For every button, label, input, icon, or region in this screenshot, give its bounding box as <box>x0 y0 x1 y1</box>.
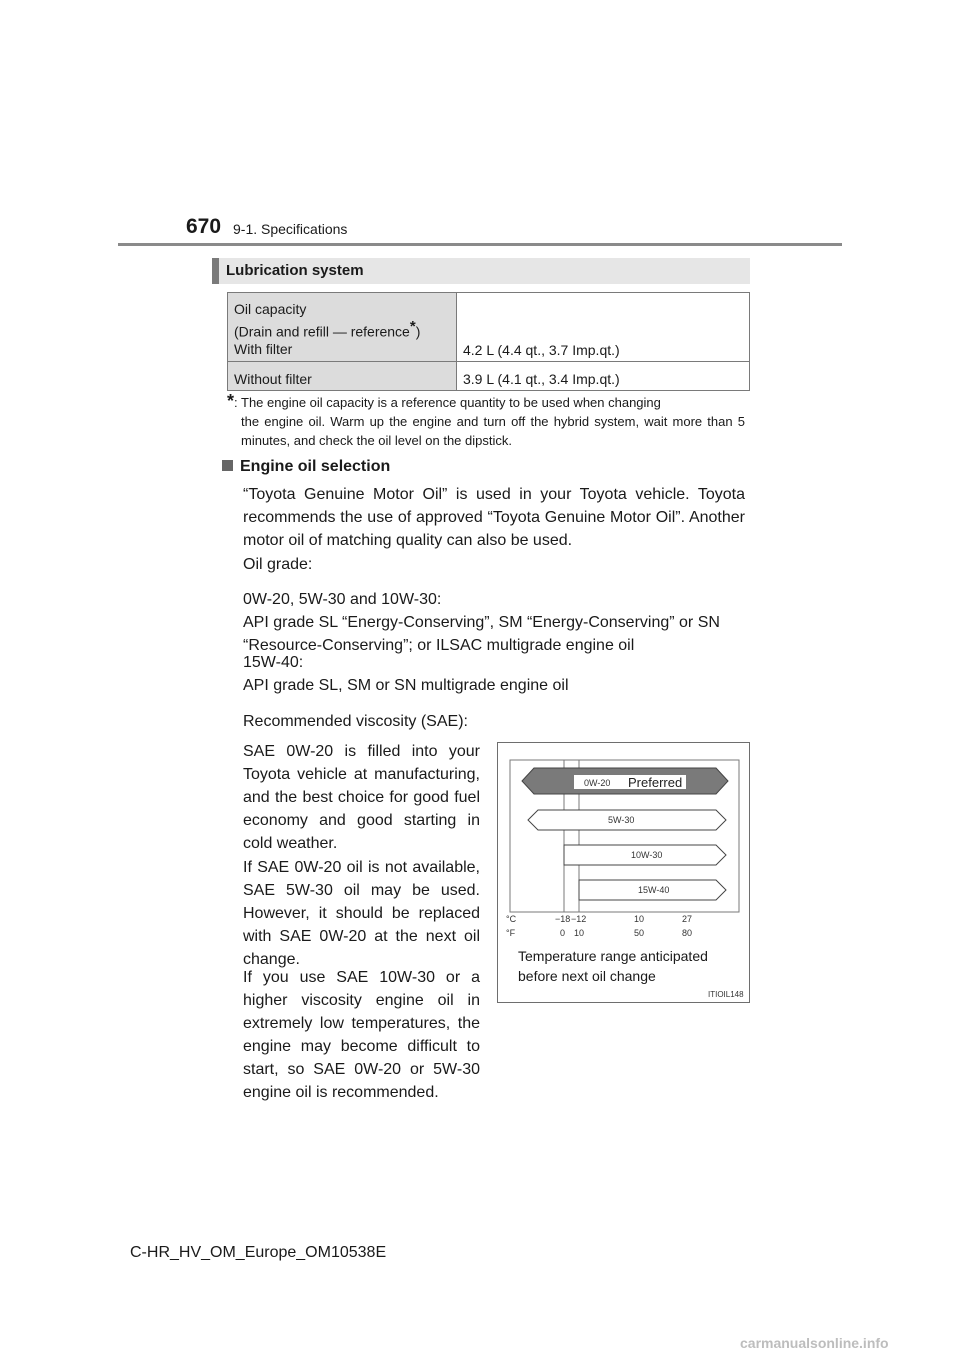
square-bullet-icon <box>222 460 233 471</box>
grade-15w40-title: 15W-40: <box>243 654 304 671</box>
watermark: carmanualsonline.info <box>740 1335 889 1351</box>
oil-capacity-table <box>227 292 750 391</box>
tick-c-minus18: −18 <box>555 914 571 924</box>
header-rule <box>118 243 842 246</box>
lubrication-heading-bar <box>212 258 750 284</box>
grade-0w20-title: 0W-20, 5W-30 and 10W-30: <box>243 591 442 608</box>
bar-10w30-label: 10W-30 <box>631 850 663 860</box>
viscosity-paragraph-3: If you use SAE 10W-30 or a higher viscosity engine oil in extremely low temperatures, the engine may become difficult to start, so SAE 0W-20 or 5W-30 engine oil is recommended. <box>243 969 480 1101</box>
tick-f-10: 10 <box>574 928 585 938</box>
drain-refill-label: (Drain and refill — reference*) <box>234 318 421 340</box>
without-filter-label: Without filter <box>228 362 457 391</box>
oil-grade-label: Oil grade: <box>243 556 313 573</box>
bar-5w30-label: 5W-30 <box>608 815 635 825</box>
with-filter-label: With filter <box>234 341 293 357</box>
grade-0w20-text: API grade SL “Energy-Conserving”, SM “Energy-Conserving” or SN “Resource-Conserving”; or ILSAC multigrade engine oil <box>243 614 720 654</box>
oil-capacity-label-cell <box>228 293 457 362</box>
tick-f-80: 80 <box>682 928 693 938</box>
table-row <box>228 362 750 391</box>
table-row <box>228 293 750 362</box>
unit-fahrenheit: °F <box>506 928 516 938</box>
grade-15w40-text: API grade SL, SM or SN multigrade engine oil <box>243 677 569 694</box>
illustration-code: ITIOIL148 <box>708 990 744 999</box>
viscosity-paragraph-1: SAE 0W-20 is filled into your Toyota vehicle at manufacturing, and the best choice for good fuel economy and good starting in cold weather. <box>243 743 480 852</box>
document-id: C-HR_HV_OM_Europe_OM10538E <box>130 1244 387 1261</box>
without-filter-value: 3.9 L (4.1 qt., 3.4 Imp.qt.) <box>457 362 750 391</box>
footnote-mark: * <box>227 391 235 411</box>
bar-0w20-label: 0W-20 <box>584 778 611 788</box>
lubrication-heading: Lubrication system <box>226 262 364 279</box>
unit-celsius: °C <box>506 914 517 924</box>
heading-accent <box>212 258 219 284</box>
oil-capacity-label: Oil capacity <box>234 301 307 318</box>
tick-c-10: 10 <box>634 914 645 924</box>
footnote-line-1: : The engine oil capacity is a reference quantity to be used when changing <box>234 395 661 410</box>
tick-c-minus12: −12 <box>571 914 587 924</box>
chart-caption: Temperature range anticipated before next oil change <box>518 948 708 984</box>
page-number: 670 <box>186 215 222 238</box>
preferred-label: Preferred <box>628 775 683 790</box>
oil-selection-heading: Engine oil selection <box>222 458 390 476</box>
tick-f-50: 50 <box>634 928 645 938</box>
tick-f-0: 0 <box>560 928 566 938</box>
with-filter-value: 4.2 L (4.4 qt., 3.7 Imp.qt.) <box>457 293 750 362</box>
viscosity-paragraph-2: If SAE 0W-20 oil is not available, SAE 5W-30 oil may be used. However, it should be replaced with SAE 0W-20 at the next oil change. <box>243 859 480 968</box>
oil-selection-intro: “Toyota Genuine Motor Oil” is used in your Toyota vehicle. Toyota recommends the use of approved “Toyota Genuine Motor Oil”. Another motor oil of matching quality can also be used. <box>243 486 745 549</box>
section-title: 9-1. Specifications <box>233 221 348 237</box>
reference-mark: * <box>409 318 416 336</box>
footnote-continuation: the engine oil. Warm up the engine and turn off the hybrid system, wait more than 5 minutes, and check the oil level on the dipstick. <box>241 414 745 448</box>
tick-c-27: 27 <box>682 914 693 924</box>
footnote <box>227 392 745 450</box>
bar-15w40-label: 15W-40 <box>638 885 670 895</box>
viscosity-label: Recommended viscosity (SAE): <box>243 713 468 730</box>
